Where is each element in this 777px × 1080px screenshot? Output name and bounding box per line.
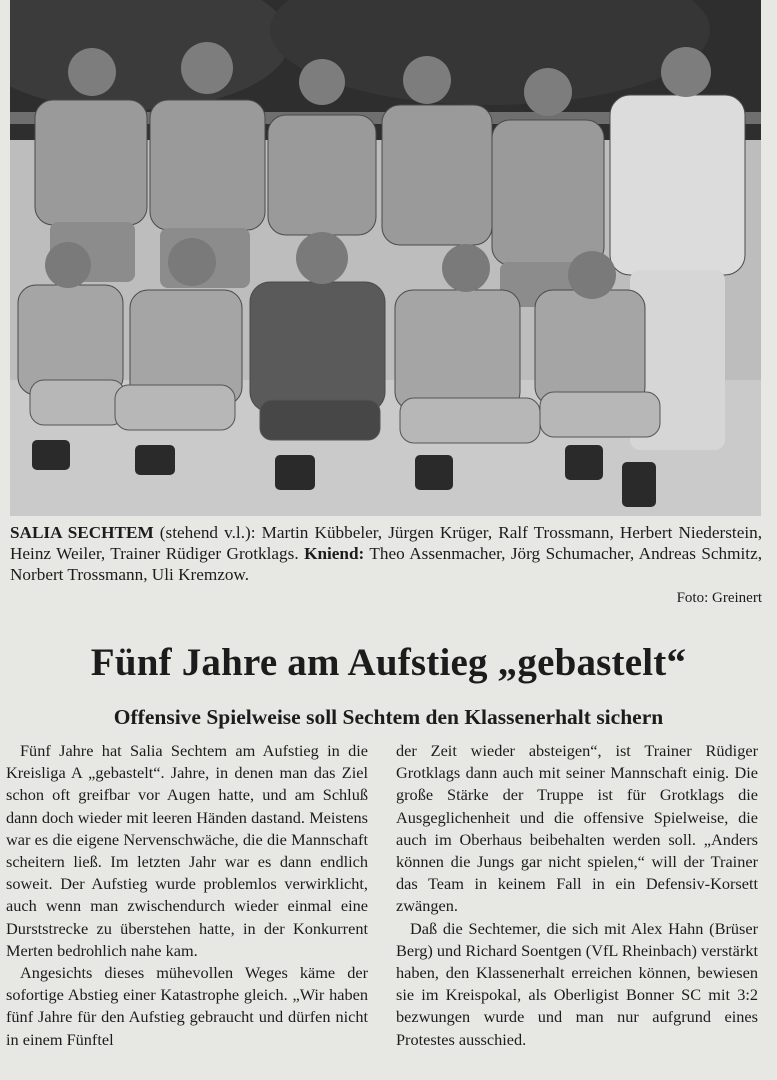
caption-kneeling: Theo Assenmacher, Jörg Schumacher, Andreas Schmitz, Norbert Trossmann, Uli Kremzow. xyxy=(10,544,762,584)
paragraph-continued: der Zeit wieder absteigen“, ist Trainer Rüdiger Grotklags dann auch mit seiner Mannschaft einig. Die große Stärke der Truppe ist für Grotklags die Ausgeglichenheit und die offensive Spielweise, die auch im Oberhaus beibehalten werden soll. „Anders können die Jungs gar nicht spielen,“ will der Trainer das Team in keinem Fall in ein Defensiv-Korsett zwängen. xyxy=(396,741,758,916)
photo-credit: Foto: Greinert xyxy=(676,590,762,606)
caption-standing: (stehend v.l.): Martin Kübbeler, Jürgen Krüger, Ralf Trossmann, Herbert Niederstein, Heinz Weiler, Trainer Rüdiger Grotklags. xyxy=(10,523,762,563)
photo-caption xyxy=(10,522,762,585)
article-subheadline: Offensive Spielweise soll Sechtem den Klassenerhalt sichern xyxy=(113,705,664,729)
paragraph: Daß die Sechtemer, die sich mit Alex Hahn (Brüser Berg) und Richard Soentgen (VfL Rheinbach) verstärkt haben, den Klassenerhalt erreichen können, bewiesen sie im Kreispokal, als Oberligist Bonner SC mit 3:2 bezwungen wurde und man nur aufgrund eines Protestes ausschied. xyxy=(396,918,758,1049)
caption-kneeling-label: Kniend: xyxy=(304,544,365,563)
article-column-1 xyxy=(6,740,368,1051)
paragraph: Angesichts dieses mühevollen Weges käme der sofortige Abstieg einer Katastrophe gleich. „Wir haben fünf Jahre für den Aufstieg gebraucht und dürfen nicht in einem Fünftel xyxy=(6,963,368,1049)
caption-team: SALIA SECHTEM xyxy=(10,523,154,542)
team-photo xyxy=(10,0,761,516)
article-headline: Fünf Jahre am Aufstieg „gebastelt“ xyxy=(90,641,687,684)
team-photo-illustration xyxy=(10,0,761,516)
article-column-2 xyxy=(396,740,758,1051)
paragraph: Fünf Jahre hat Salia Sechtem am Aufstieg in die Kreisliga A „gebastelt“. Jahre, in denen man das Ziel schon oft greifbar vor Augen hatte, und am Schluß dann doch wieder mit leeren Händen dastand. Meistens war es die eigene Nervenschwäche, die die Mannschaft scheitern ließ. Im letzten Jahr war es dann endlich soweit. Der Aufstieg wurde problemlos verwirklicht, auch wenn man zwischendurch wieder einmal eine Durststrecke zu überstehen hatte, in der Konkurrent Merten bedrohlich nahe kam. xyxy=(6,741,368,960)
